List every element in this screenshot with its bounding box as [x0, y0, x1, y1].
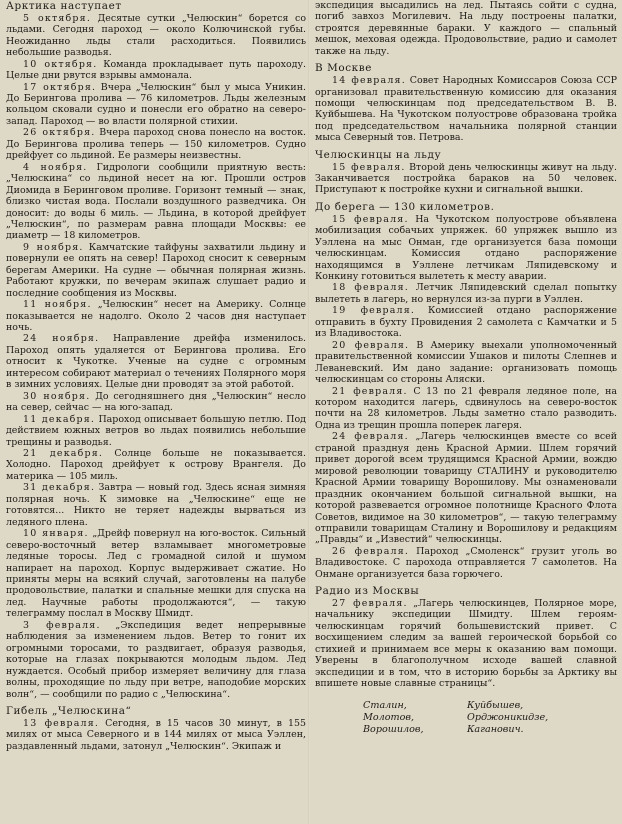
- entry-date: 11 декабря.: [23, 413, 96, 425]
- entry-date: 15 февраля.: [332, 161, 406, 173]
- chronicle-entry: [6, 448, 306, 482]
- entry-text: Комиссией отдано распоряжение отправить в бухту Провидения 2 самолета с Камчатки и 5 из Владивостока.: [315, 305, 617, 340]
- chronicle-entry: [315, 282, 617, 305]
- section-heading: Гибель „Челюскина“: [6, 704, 132, 717]
- chronicle-entry: [6, 127, 306, 161]
- entry-text: Сегодня, в 15 часов 30 минут, в 155 милях от мыса Северного и в 144 милях от мыса Уэллен, раздавленный льдами, затонул „Челюскин“. Экипаж и: [6, 717, 306, 752]
- entry-date: 31 декабря.: [23, 482, 96, 494]
- entry-text: Вчера пароход снова понесло на восток. До Берингова пролива теперь — 150 километров. Судно дрейфует со льдиной. Ее размеры неизвестны.: [6, 127, 306, 162]
- chronicle-entry: [6, 333, 306, 390]
- chronicle-entry: [6, 13, 306, 59]
- section-heading: В Москве: [315, 62, 372, 75]
- section-heading: Челюскинцы на льду: [315, 148, 442, 161]
- chronicle-entry: [6, 299, 306, 333]
- entry-date: 17 октября.: [23, 81, 97, 93]
- entry-date: 10 января.: [23, 528, 89, 540]
- entry-text: На Чукотском полуострове объявлена мобилизация собачьих упряжек. 60 упряжек вышло из Уэллена на мыс Онман, где организуется база помощи челюскинцам. Комиссия отдано распоряжение находящимся в Уэллене летчикам Ляпидевскому и Конкину готовиться вылететь к месту аварии.: [315, 213, 617, 282]
- chronicle-entry: [315, 214, 617, 283]
- entry-text: Второй день челюскинцы живут на льду. Заканчивается постройка бараков на 50 человек. Приступают к постройке кухни и сигнальной вышки.: [315, 161, 617, 196]
- entry-text: Пароход „Смоленск“ грузит уголь во Владивостоке. С парохода отправляется 7 самолетов. На Онмане организуется база горючего.: [315, 545, 617, 580]
- entry-date: 30 ноября.: [23, 390, 91, 402]
- chronicle-entry: [315, 546, 617, 580]
- entry-date: 15 февраля.: [332, 213, 409, 225]
- signature-name: Сталин,: [363, 699, 407, 711]
- chronicle-entry: [315, 340, 617, 386]
- chronicle-entry: [6, 620, 306, 700]
- signature-name: Молотов,: [363, 712, 414, 724]
- chronicle-entry: [315, 162, 617, 196]
- section-heading: Арктика наступает: [6, 0, 122, 12]
- entry-date: 5 октября.: [23, 12, 92, 24]
- entry-text: Совет Народных Комиссаров Союза ССР организовал правительственную комиссию для оказания помощи челюскинцам под председательством В. В. Куйбышева. На Чукотском полуострове образована тройка под председательством начальника полярной станции мыса Северный тов. Петрова.: [315, 75, 617, 144]
- entry-date: 24 ноября.: [23, 333, 100, 345]
- entry-text: Камчатские тайфуны захватили льдину и повернули ее опять на север! Пароход сносит к северным берегам Америки. На судне — обычная полярная жизнь. Работают кружки, по вечерам экипаж слушает радио и последние сообщения из Москвы.: [6, 241, 306, 299]
- column-divider: [308, 0, 310, 824]
- entry-date: 21 декабря.: [23, 448, 104, 460]
- entry-text: Гидрологи сообщили приятную весть: „Челюскина“ со льдиной несет на юг. Прошли остров Диомида в Беринговом проливе. Горизонт темный — знак, близко чистая вода. Послали воздушного разведчика. Он доносит: до воды 6 миль. — Льдина, в которой дрейфует „Челюскин“, по размерам равна площади Москвы: ее диаметр — 18 километров.: [6, 161, 306, 242]
- entry-text: В Америку выехали уполномоченный правительственной комиссии Ушаков и пилоты Слепнев и Леваневский. Им дано задание: организовать помощь челюскинцам со стороны Аляски.: [315, 339, 617, 386]
- chronicle-entry: [6, 528, 306, 620]
- signature-name: Куйбышев,: [467, 699, 524, 711]
- entry-text: До сегодняшнего дня „Челюскин“ несло на север, сейчас — на юго-запад.: [6, 390, 306, 414]
- entry-date: 24 февраля.: [332, 431, 409, 443]
- entry-date: 26 октября.: [23, 127, 96, 139]
- entry-text: „Лагерь челюскинцев вместе со всей страной празднуя день Красной Армии. Шлем горячий привет дорогой всем трудящимся Красной Армии, вождю мировой революции товарищу СТАЛИНУ и руководителю Красной Армии товарищу Ворошилову. Мы ознаменовали праздник окончанием большой сигнальной вышки, на которой развевается огромное полотнище Красного Флота Советов, видимое на 30 километров“, — такую телеграмму отправили товарищам Сталину и Ворошилову и редакциям „Правды“ и „Известий“ челюскинцы.: [315, 431, 617, 546]
- entry-date: 21 февраля.: [332, 385, 408, 397]
- chronicle-entry: [6, 414, 306, 448]
- chronicle-entry: [6, 59, 306, 82]
- entry-text: „Дрейф повернул на юго-восток. Сильный северо-восточный ветер взламывает многометровые ледяные торосы. Лед с громадной силой и шумом напирает на пароход. Корпус выдерживает сжатие. Но приняты меры на всякий случай, заготовлены на палубе продовольствие, палатки и спальные мешки для спуска на лед. Научные работы продолжаются“, — такую телеграмму послал в Москву Шмидт.: [6, 528, 306, 620]
- entry-text: Летчик Ляпидевский сделал попытку вылететь в лагерь, но вернулся из-за пурги в Уэллен.: [315, 282, 617, 305]
- chronicle-entry: [6, 162, 306, 242]
- entry-date: 14 февраля.: [332, 75, 406, 87]
- entry-date: 11 ноября.: [23, 299, 92, 311]
- left-column: [6, 0, 306, 752]
- entry-date: 20 февраля.: [332, 339, 410, 351]
- chronicle-entry: [6, 242, 306, 299]
- entry-date: 18 февраля.: [332, 282, 409, 294]
- chronicle-entry: [6, 718, 306, 752]
- chronicle-entry: [315, 431, 617, 546]
- entry-text: Завтра — новый год. Здесь ясная зимняя полярная ночь. К зимовке на „Челюскине“ еще не готовятся... Никто не теряет надежды вырваться из ледяного плена.: [6, 482, 306, 528]
- chronicle-entry: [315, 75, 617, 144]
- signature-name: Ворошилов,: [363, 724, 424, 736]
- signature-name: Орджоникидзе,: [467, 712, 549, 724]
- entry-text: Десятые сутки „Челюскин“ борется со льдами. Сегодня пароход — около Колючинской губы. Неожиданно льды стали расходиться. Появились небольшие разводья.: [6, 12, 306, 59]
- entry-text: экспедиция высадились на лед. Пытаясь сойти с судна, погиб завхоз Могилевич. На льду построены палатки, строятся деревянные бараки. У каждого — спальный мешок, меховая одежда. Продовольствие, радио и самолет также на льду.: [315, 0, 617, 57]
- section-heading: До берега — 130 километров.: [315, 200, 495, 213]
- entry-date: 26 февраля.: [332, 545, 410, 557]
- entry-text: Вчера „Челюскин“ был у мыса Уникин. До Берингова пролива — 76 километров. Льды железным кольцом сковали судно и понесли его обратно на северо-запад. Пароход — во власти полярной стихии.: [6, 81, 307, 127]
- entry-text: Команда прокладывает путь пароходу. Целые дни рвутся взрывы аммонала.: [6, 58, 307, 82]
- entry-date: 9 ноября.: [23, 241, 84, 253]
- chronicle-entry: [315, 598, 617, 690]
- entry-date: 10 октября.: [23, 58, 98, 70]
- chronicle-entry: [315, 305, 617, 339]
- entry-date: 19 февраля.: [332, 305, 416, 317]
- right-column: [315, 0, 617, 737]
- entry-date: 3 февраля.: [23, 619, 101, 631]
- entry-text: „Экспедиция ведет непрерывные наблюдения за изменением льдов. Ветер то гонит их огромными торосами, то раздвигает, образуя разводья, которые на глазах покрываются молодым льдом. Лед нуждается. Особый прибор измеряет величину для глаза волны, проходящие по льду при ветре, наподобие морских волн“, — сообщили по радио с „Челюскина“.: [6, 619, 306, 700]
- entry-text: С 13 по 21 февраля ледяное поле, на котором находится лагерь, сдвинулось на северо-восток почти на 28 километров. Льды заметно стало разводить. Одна из трещин прошла поперек лагеря.: [315, 385, 617, 431]
- signatures: [315, 700, 617, 737]
- entry-text: Пароход описывает большую петлю. Под действием южных ветров во льдах появились небольшие трещины и разводья.: [6, 413, 306, 448]
- entry-text: „Челюскин“ несет на Америку. Солнце показывается не надолго. Около 2 часов дня наступает ночь.: [6, 299, 306, 334]
- entry-text: Направление дрейфа изменилось. Пароход опять удаляется от Берингова пролива. Его относит к Чукотке. Ученые на судне с огромным интересом собирают материал о течениях Полярного моря в зимних условиях. Целые дни проводят за этой работой.: [6, 333, 306, 391]
- signature-name: Каганович.: [467, 724, 524, 736]
- chronicle-entry: [6, 482, 306, 528]
- entry-text: „Лагерь челюскинцев, Полярное море, начальнику экспедиции Шмидту. Шлем героям-челюскинцам горячий большевистский привет. С восхищением следим за вашей героической борьбой со стихией и принимаем все меры к оказанию вам помощи. Уверены в благополучном исходе вашей славной экспедиции и в том, что в историю борьбы за Арктику вы впишете новые славные страницы“.: [315, 598, 617, 690]
- chronicle-entry: [315, 0, 617, 57]
- chronicle-entry: [6, 391, 306, 414]
- entry-date: 27 февраля.: [332, 598, 408, 610]
- section-heading: Радио из Москвы: [315, 585, 420, 598]
- entry-text: Солнце больше не показывается. Холодно. Пароход дрейфует к острову Врангеля. До материка — 105 миль.: [6, 448, 306, 482]
- entry-date: 13 февраля.: [23, 717, 100, 729]
- entry-date: 4 ноября.: [23, 161, 88, 173]
- chronicle-entry: [6, 82, 306, 128]
- chronicle-entry: [315, 386, 617, 432]
